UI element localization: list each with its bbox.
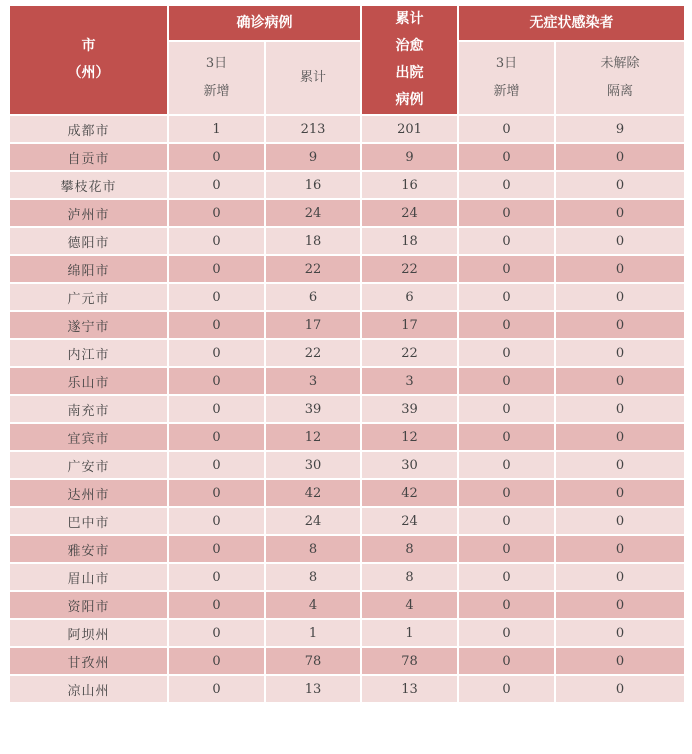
- cell-asym-new: 0: [458, 339, 555, 367]
- cell-city: 德阳市: [9, 227, 168, 255]
- cell-asym-isolated: 0: [555, 199, 685, 227]
- confirmed-group-label: 确诊病例: [236, 14, 293, 31]
- cell-confirmed-new: 0: [168, 563, 265, 591]
- cell-asym-isolated: 0: [555, 591, 685, 619]
- cell-confirmed-total: 39: [265, 395, 361, 423]
- cell-recovered: 30: [361, 451, 458, 479]
- cell-confirmed-total: 4: [265, 591, 361, 619]
- cell-asym-new: 0: [458, 395, 555, 423]
- cell-asym-isolated: 0: [555, 535, 685, 563]
- cell-asym-isolated: 0: [555, 563, 685, 591]
- cell-confirmed-total: 42: [265, 479, 361, 507]
- cell-recovered: 8: [361, 563, 458, 591]
- table-row: [9, 395, 685, 423]
- cell-asym-isolated: 0: [555, 311, 685, 339]
- cell-recovered: 39: [361, 395, 458, 423]
- cell-asym-new: 0: [458, 423, 555, 451]
- confirmed-new-header: [168, 41, 265, 115]
- cell-confirmed-new: 1: [168, 115, 265, 143]
- covid-stats-table-container: [8, 4, 684, 704]
- cell-recovered: 201: [361, 115, 458, 143]
- cell-city: 自贡市: [9, 143, 168, 171]
- recovered-header-line: 病例: [395, 92, 424, 108]
- cell-asym-new: 0: [458, 479, 555, 507]
- cell-confirmed-total: 8: [265, 563, 361, 591]
- cell-confirmed-total: 24: [265, 199, 361, 227]
- cell-confirmed-total: 9: [265, 143, 361, 171]
- cell-city: 遂宁市: [9, 311, 168, 339]
- cell-confirmed-new: 0: [168, 283, 265, 311]
- table-header: [9, 5, 685, 115]
- cell-city: 内江市: [9, 339, 168, 367]
- table-row: [9, 171, 685, 199]
- cell-asym-new: 0: [458, 227, 555, 255]
- cell-city: 广安市: [9, 451, 168, 479]
- cell-city: 巴中市: [9, 507, 168, 535]
- cell-recovered: 78: [361, 647, 458, 675]
- table-row: [9, 451, 685, 479]
- cell-recovered: 9: [361, 143, 458, 171]
- cell-asym-new: 0: [458, 143, 555, 171]
- cell-confirmed-new: 0: [168, 479, 265, 507]
- cell-confirmed-total: 1: [265, 619, 361, 647]
- table-row: [9, 227, 685, 255]
- cell-recovered: 13: [361, 675, 458, 703]
- cell-asym-isolated: 0: [555, 395, 685, 423]
- city-header-line: 市: [81, 38, 96, 54]
- cell-confirmed-new: 0: [168, 395, 265, 423]
- cell-asym-isolated: 0: [555, 255, 685, 283]
- cell-confirmed-new: 0: [168, 591, 265, 619]
- table-row: [9, 143, 685, 171]
- table-row: [9, 675, 685, 703]
- cell-asym-isolated: 0: [555, 479, 685, 507]
- cell-confirmed-new: 0: [168, 311, 265, 339]
- cell-asym-new: 0: [458, 171, 555, 199]
- cell-confirmed-total: 24: [265, 507, 361, 535]
- cell-asym-isolated: 0: [555, 171, 685, 199]
- table-row: [9, 199, 685, 227]
- cell-confirmed-total: 13: [265, 675, 361, 703]
- cell-confirmed-total: 18: [265, 227, 361, 255]
- asym-isolated-line: 隔离: [606, 84, 633, 99]
- covid-stats-table: [8, 4, 686, 704]
- table-row: [9, 535, 685, 563]
- asym-new-line: 新增: [493, 84, 520, 99]
- cell-confirmed-total: 3: [265, 367, 361, 395]
- table-row: [9, 479, 685, 507]
- table-row: [9, 339, 685, 367]
- table-row: [9, 619, 685, 647]
- cell-asym-isolated: 0: [555, 339, 685, 367]
- cell-confirmed-total: 6: [265, 283, 361, 311]
- cell-city: 绵阳市: [9, 255, 168, 283]
- cell-asym-isolated: 0: [555, 675, 685, 703]
- confirmed-new-line: 3日: [205, 56, 228, 71]
- cell-confirmed-new: 0: [168, 227, 265, 255]
- cell-city: 成都市: [9, 115, 168, 143]
- table-row: [9, 423, 685, 451]
- confirmed-group-header: [168, 5, 361, 41]
- cell-city: 宜宾市: [9, 423, 168, 451]
- cell-asym-new: 0: [458, 451, 555, 479]
- table-row: [9, 283, 685, 311]
- cell-recovered: 24: [361, 507, 458, 535]
- cell-asym-new: 0: [458, 115, 555, 143]
- city-column-header: [9, 5, 168, 115]
- cell-confirmed-total: 213: [265, 115, 361, 143]
- cell-recovered: 22: [361, 255, 458, 283]
- asym-new-line: 3日: [495, 56, 518, 71]
- cell-confirmed-new: 0: [168, 171, 265, 199]
- cell-city: 南充市: [9, 395, 168, 423]
- cell-city: 雅安市: [9, 535, 168, 563]
- cell-confirmed-total: 22: [265, 339, 361, 367]
- table-row: [9, 591, 685, 619]
- cell-confirmed-new: 0: [168, 675, 265, 703]
- recovered-header-line: 出院: [395, 65, 424, 81]
- cell-asym-isolated: 0: [555, 367, 685, 395]
- confirmed-new-line: 新增: [203, 84, 230, 99]
- cell-confirmed-total: 22: [265, 255, 361, 283]
- cell-confirmed-new: 0: [168, 535, 265, 563]
- table-row: [9, 647, 685, 675]
- cell-asym-isolated: 9: [555, 115, 685, 143]
- recovered-header-line: 治愈: [395, 38, 424, 54]
- cell-recovered: 1: [361, 619, 458, 647]
- cell-confirmed-new: 0: [168, 339, 265, 367]
- cell-city: 达州市: [9, 479, 168, 507]
- table-row: [9, 115, 685, 143]
- cell-confirmed-total: 16: [265, 171, 361, 199]
- cell-asym-new: 0: [458, 283, 555, 311]
- cell-asym-new: 0: [458, 507, 555, 535]
- cell-asym-new: 0: [458, 199, 555, 227]
- cell-asym-new: 0: [458, 647, 555, 675]
- cell-asym-new: 0: [458, 535, 555, 563]
- cell-asym-isolated: 0: [555, 283, 685, 311]
- cell-asym-new: 0: [458, 367, 555, 395]
- cell-city: 资阳市: [9, 591, 168, 619]
- table-row: [9, 255, 685, 283]
- cell-recovered: 18: [361, 227, 458, 255]
- cell-confirmed-total: 8: [265, 535, 361, 563]
- cell-recovered: 42: [361, 479, 458, 507]
- cell-confirmed-total: 78: [265, 647, 361, 675]
- cell-recovered: 22: [361, 339, 458, 367]
- asym-isolated-line: 未解除: [600, 56, 640, 71]
- cell-asym-isolated: 0: [555, 619, 685, 647]
- cell-city: 广元市: [9, 283, 168, 311]
- table-row: [9, 563, 685, 591]
- cell-city: 攀枝花市: [9, 171, 168, 199]
- cell-asym-new: 0: [458, 311, 555, 339]
- cell-city: 眉山市: [9, 563, 168, 591]
- cell-recovered: 3: [361, 367, 458, 395]
- cell-confirmed-new: 0: [168, 647, 265, 675]
- cell-confirmed-new: 0: [168, 423, 265, 451]
- table-body: [9, 115, 685, 703]
- table-row: [9, 507, 685, 535]
- recovered-column-header: [361, 5, 458, 115]
- cell-confirmed-new: 0: [168, 143, 265, 171]
- cell-confirmed-new: 0: [168, 507, 265, 535]
- cell-asym-new: 0: [458, 255, 555, 283]
- cell-asym-new: 0: [458, 563, 555, 591]
- cell-confirmed-new: 0: [168, 199, 265, 227]
- cell-recovered: 17: [361, 311, 458, 339]
- cell-recovered: 24: [361, 199, 458, 227]
- cell-recovered: 4: [361, 591, 458, 619]
- cell-recovered: 16: [361, 171, 458, 199]
- cell-confirmed-new: 0: [168, 451, 265, 479]
- recovered-header-line: 累计: [395, 11, 424, 27]
- cell-asym-isolated: 0: [555, 507, 685, 535]
- asym-isolated-header: [555, 41, 685, 115]
- asym-new-header: [458, 41, 555, 115]
- cell-asym-isolated: 0: [555, 423, 685, 451]
- table-row: [9, 367, 685, 395]
- cell-asym-isolated: 0: [555, 647, 685, 675]
- cell-asym-isolated: 0: [555, 227, 685, 255]
- table-row: [9, 311, 685, 339]
- confirmed-total-label: 累计: [299, 70, 326, 85]
- city-header-line: （州）: [67, 65, 110, 81]
- cell-city: 泸州市: [9, 199, 168, 227]
- cell-city: 乐山市: [9, 367, 168, 395]
- cell-confirmed-new: 0: [168, 619, 265, 647]
- asymptomatic-group-label: 无症状感染者: [529, 14, 614, 31]
- cell-asym-new: 0: [458, 591, 555, 619]
- cell-asym-new: 0: [458, 619, 555, 647]
- cell-confirmed-total: 30: [265, 451, 361, 479]
- cell-city: 甘孜州: [9, 647, 168, 675]
- cell-city: 凉山州: [9, 675, 168, 703]
- cell-asym-isolated: 0: [555, 143, 685, 171]
- cell-recovered: 6: [361, 283, 458, 311]
- confirmed-total-header: [265, 41, 361, 115]
- cell-confirmed-total: 17: [265, 311, 361, 339]
- cell-asym-new: 0: [458, 675, 555, 703]
- asymptomatic-group-header: [458, 5, 685, 41]
- cell-recovered: 12: [361, 423, 458, 451]
- cell-city: 阿坝州: [9, 619, 168, 647]
- cell-confirmed-total: 12: [265, 423, 361, 451]
- cell-confirmed-new: 0: [168, 255, 265, 283]
- cell-confirmed-new: 0: [168, 367, 265, 395]
- cell-recovered: 8: [361, 535, 458, 563]
- cell-asym-isolated: 0: [555, 451, 685, 479]
